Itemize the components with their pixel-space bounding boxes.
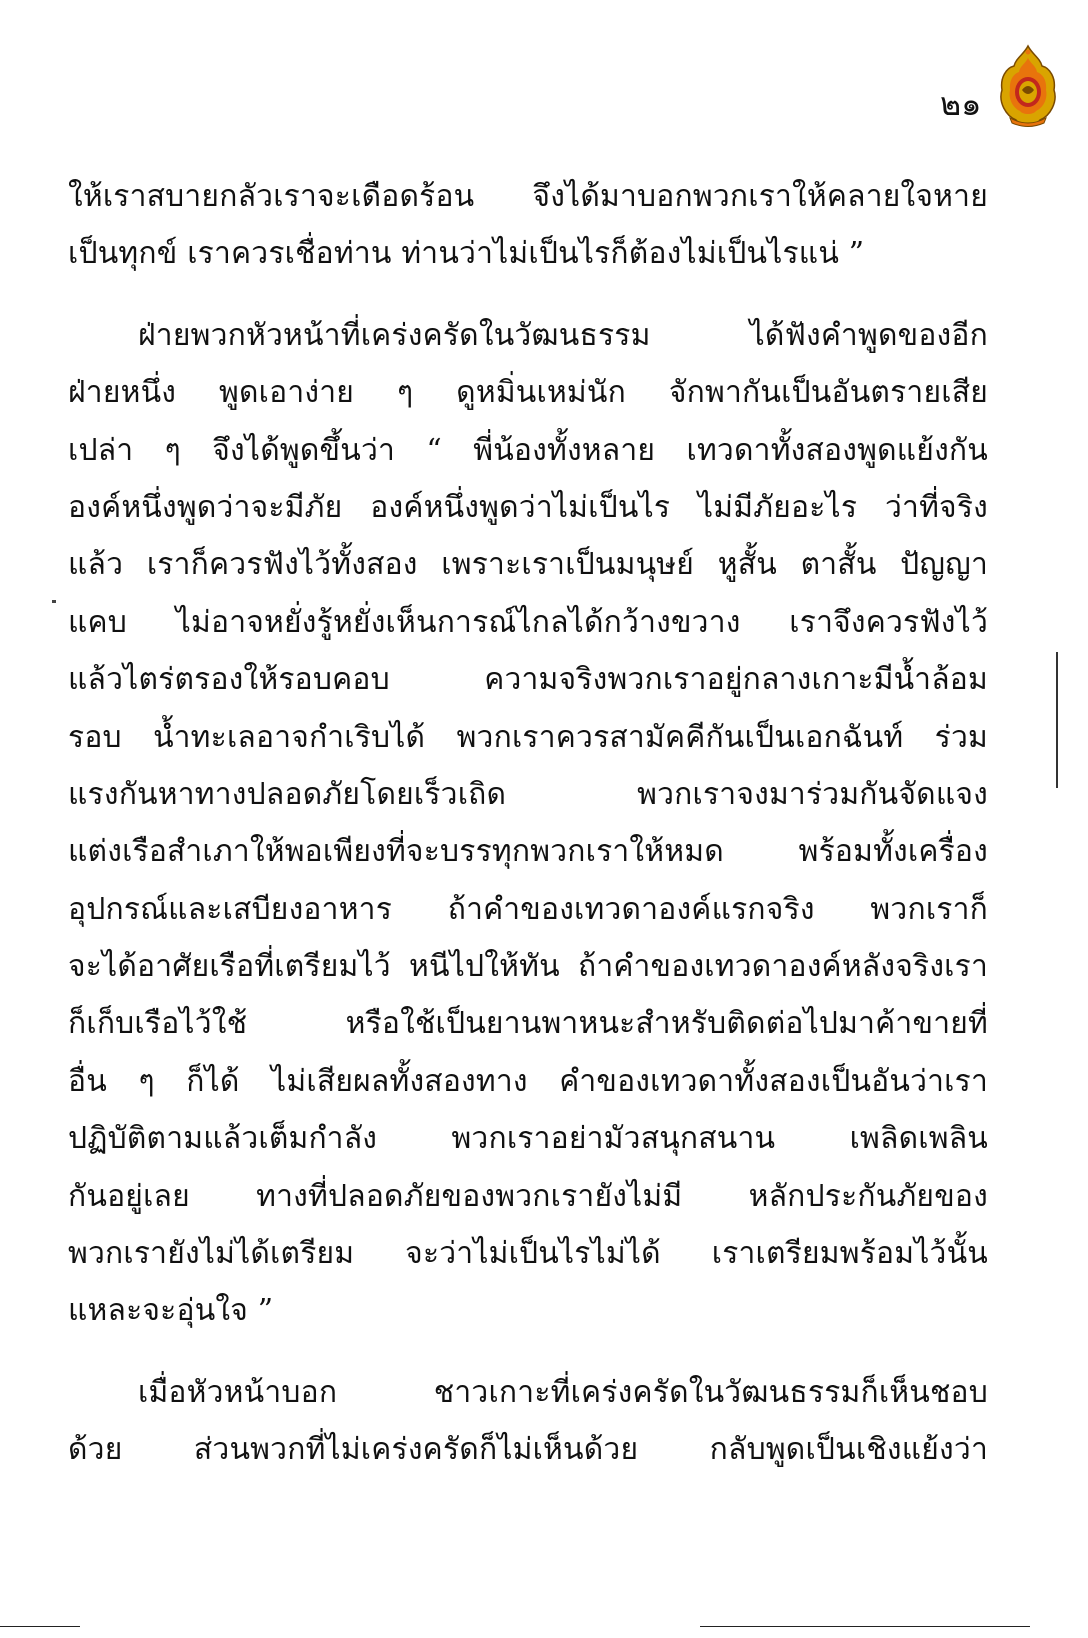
paragraph-2 <box>68 307 988 1340</box>
scan-speck <box>52 600 56 603</box>
text-line: แคบ ไม่อาจหยั่งรู้หยั่งเห็นการณ์ไกลได้กว้างขวาง เราจึงควรฟังไว้ <box>68 604 988 640</box>
text-line: อุปกรณ์และเสบียงอาหาร ถ้าคำของเทวดาองค์แรกจริง พวกเราก็ <box>68 891 988 927</box>
text-line: เปล่า ๆ จึงได้พูดขึ้นว่า “ พี่น้องทั้งหลาย เทวดาทั้งสองพูดแย้งกัน <box>68 432 988 468</box>
text-line: ปฏิบัติตามแล้วเต็มกำลัง พวกเราอย่ามัวสนุกสนาน เพลิดเพลิน <box>68 1121 988 1157</box>
scan-bottom-rule <box>0 1626 80 1627</box>
text-line: เมื่อหัวหน้าบอก ชาวเกาะที่เคร่งครัดในวัฒนธรรมก็เห็นชอบ <box>138 1374 988 1410</box>
text-line: แต่งเรือสำเภาให้พอเพียงที่จะบรรทุกพวกเราให้หมด พร้อมทั้งเครื่อง <box>68 834 988 870</box>
text-line: ฝ่ายพวกหัวหน้าที่เคร่งครัดในวัฒนธรรม ได้ฟังคำพูดของอีก <box>138 317 988 353</box>
text-line: องค์หนึ่งพูดว่าจะมีภัย องค์หนึ่งพูดว่าไม่เป็นไร ไม่มีภัยอะไร ว่าที่จริง <box>68 489 988 525</box>
text-line: แล้วไตร่ตรองให้รอบคอบ ความจริงพวกเราอยู่กลางเกาะมีน้ำล้อม <box>68 662 988 698</box>
body-text <box>68 168 988 1479</box>
text-line: แรงกันหาทางปลอดภัยโดยเร็วเถิด พวกเราจงมาร่วมกันจัดแจง <box>68 776 988 812</box>
paragraph-3 <box>68 1364 988 1479</box>
text-line: ก็เก็บเรือไว้ใช้ หรือใช้เป็นยานพาหนะสำหรับติดต่อไปมาค้าขายที่ <box>68 1006 988 1042</box>
text-line: กันอยู่เลย ทางที่ปลอดภัยของพวกเรายังไม่มี หลักประกันภัยของ <box>68 1178 988 1214</box>
scan-margin-mark <box>1056 652 1058 788</box>
paragraph-1 <box>68 168 988 283</box>
text-line: เป็นทุกข์ เราควรเชื่อท่าน ท่านว่าไม่เป็นไรก็ต้องไม่เป็นไรแน่ ” <box>68 236 865 272</box>
school-emblem-icon <box>996 44 1060 128</box>
text-line: อื่น ๆ ก็ได้ ไม่เสียผลทั้งสองทาง คำของเทวดาทั้งสองเป็นอันว่าเรา <box>68 1063 988 1099</box>
page-number: ๒๑ <box>940 85 982 123</box>
text-line: แล้ว เราก็ควรฟังไว้ทั้งสอง เพราะเราเป็นมนุษย์ หูสั้น ตาสั้น ปัญญา <box>68 547 988 583</box>
text-line: จะได้อาศัยเรือที่เตรียมไว้ หนีไปให้ทัน ถ้าคำของเทวดาองค์หลังจริงเรา <box>68 949 988 985</box>
scan-bottom-rule <box>700 1626 1030 1627</box>
text-line: พวกเรายังไม่ได้เตรียม จะว่าไม่เป็นไรไม่ได้ เราเตรียมพร้อมไว้นั้น <box>68 1236 988 1272</box>
text-line: ให้เราสบายกลัวเราจะเดือดร้อน จึงได้มาบอกพวกเราให้คลายใจหาย <box>68 179 988 214</box>
text-line: แหละจะอุ่นใจ ” <box>68 1293 274 1329</box>
text-line: รอบ น้ำทะเลอาจกำเริบได้ พวกเราควรสามัคคีกันเป็นเอกฉันท์ ร่วม <box>68 719 988 755</box>
text-line: ฝ่ายหนึ่ง พูดเอาง่าย ๆ ดูหมิ่นเหม่นัก จักพากันเป็นอันตรายเสีย <box>68 375 988 411</box>
text-line: ด้วย ส่วนพวกที่ไม่เคร่งครัดก็ไม่เห็นด้วย กลับพูดเป็นเชิงแย้งว่า <box>68 1432 988 1468</box>
